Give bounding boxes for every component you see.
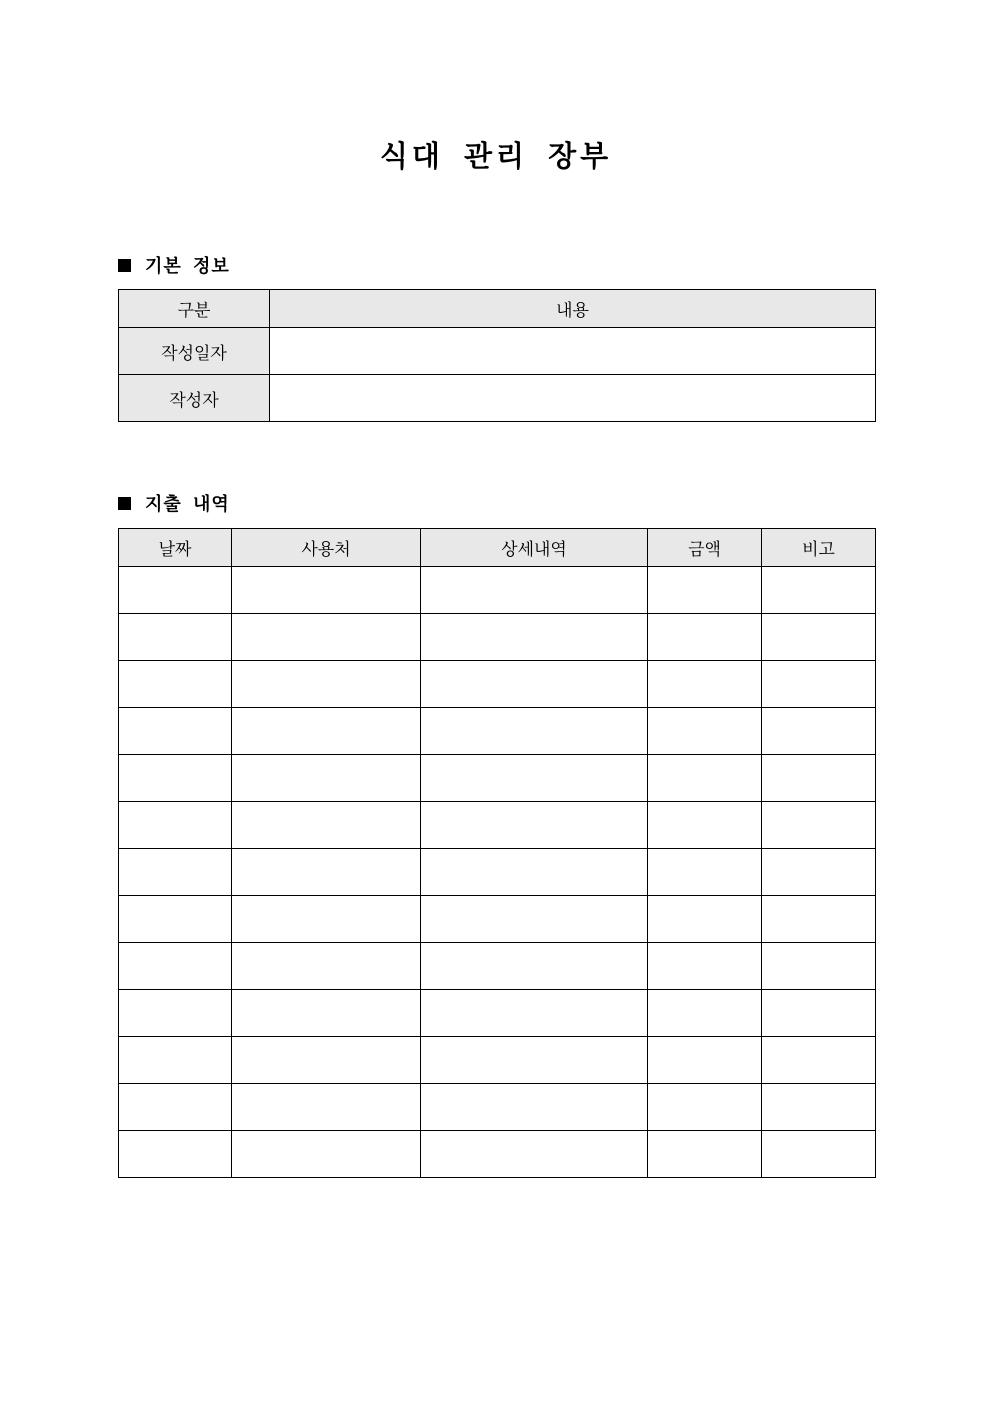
details-cell[interactable] <box>421 614 648 661</box>
date-cell[interactable] <box>119 567 232 614</box>
details-cell[interactable] <box>421 802 648 849</box>
section-heading-expenses <box>118 490 230 516</box>
note-cell[interactable] <box>762 849 876 896</box>
table-row <box>119 943 876 990</box>
date-cell[interactable] <box>119 896 232 943</box>
basic-info-table <box>118 289 876 422</box>
table-row <box>119 1084 876 1131</box>
date-cell[interactable] <box>119 849 232 896</box>
column-header-content: 내용 <box>270 290 876 328</box>
table-row <box>119 328 876 375</box>
amount-cell[interactable] <box>648 849 762 896</box>
details-cell[interactable] <box>421 708 648 755</box>
amount-cell[interactable] <box>648 896 762 943</box>
amount-cell[interactable] <box>648 1037 762 1084</box>
amount-cell[interactable] <box>648 614 762 661</box>
amount-cell[interactable] <box>648 943 762 990</box>
details-cell[interactable] <box>421 1084 648 1131</box>
amount-cell[interactable] <box>648 1131 762 1178</box>
amount-cell[interactable] <box>648 708 762 755</box>
table-row <box>119 567 876 614</box>
date-field[interactable] <box>270 328 876 375</box>
note-cell[interactable] <box>762 896 876 943</box>
date-cell[interactable] <box>119 943 232 990</box>
table-header-row <box>119 290 876 328</box>
amount-cell[interactable] <box>648 1084 762 1131</box>
place-cell[interactable] <box>232 849 421 896</box>
note-cell[interactable] <box>762 614 876 661</box>
details-cell[interactable] <box>421 567 648 614</box>
expense-table <box>118 528 876 1178</box>
table-row <box>119 1037 876 1084</box>
note-cell[interactable] <box>762 661 876 708</box>
date-cell[interactable] <box>119 708 232 755</box>
place-cell[interactable] <box>232 755 421 802</box>
table-row <box>119 849 876 896</box>
date-cell[interactable] <box>119 990 232 1037</box>
table-row <box>119 708 876 755</box>
note-cell[interactable] <box>762 1131 876 1178</box>
details-cell[interactable] <box>421 1131 648 1178</box>
row-label-date: 작성일자 <box>119 328 270 375</box>
table-row <box>119 802 876 849</box>
table-row <box>119 1131 876 1178</box>
date-cell[interactable] <box>119 661 232 708</box>
date-cell[interactable] <box>119 755 232 802</box>
note-cell[interactable] <box>762 708 876 755</box>
place-cell[interactable] <box>232 1037 421 1084</box>
table-row <box>119 614 876 661</box>
amount-cell[interactable] <box>648 802 762 849</box>
details-cell[interactable] <box>421 849 648 896</box>
table-row <box>119 661 876 708</box>
amount-cell[interactable] <box>648 755 762 802</box>
place-cell[interactable] <box>232 802 421 849</box>
note-cell[interactable] <box>762 1037 876 1084</box>
row-label-author: 작성자 <box>119 375 270 422</box>
column-header-category: 구분 <box>119 290 270 328</box>
place-cell[interactable] <box>232 1131 421 1178</box>
date-cell[interactable] <box>119 1037 232 1084</box>
place-cell[interactable] <box>232 661 421 708</box>
place-cell[interactable] <box>232 1084 421 1131</box>
amount-cell[interactable] <box>648 990 762 1037</box>
table-row <box>119 990 876 1037</box>
place-cell[interactable] <box>232 896 421 943</box>
place-cell[interactable] <box>232 614 421 661</box>
table-row <box>119 896 876 943</box>
section-heading-label: 기본 정보 <box>145 256 230 277</box>
expense-table-body <box>119 567 876 1178</box>
note-cell[interactable] <box>762 1084 876 1131</box>
date-cell[interactable] <box>119 614 232 661</box>
amount-cell[interactable] <box>648 661 762 708</box>
details-cell[interactable] <box>421 896 648 943</box>
place-cell[interactable] <box>232 990 421 1037</box>
place-cell[interactable] <box>232 567 421 614</box>
note-cell[interactable] <box>762 943 876 990</box>
page-title: 식대 관리 장부 <box>379 139 613 173</box>
place-cell[interactable] <box>232 943 421 990</box>
details-cell[interactable] <box>421 990 648 1037</box>
table-row <box>119 375 876 422</box>
section-heading-label: 지출 내역 <box>145 494 230 515</box>
table-row <box>119 755 876 802</box>
section-heading-basic-info <box>118 252 230 278</box>
details-cell[interactable] <box>421 661 648 708</box>
place-cell[interactable] <box>232 708 421 755</box>
date-cell[interactable] <box>119 802 232 849</box>
note-cell[interactable] <box>762 755 876 802</box>
square-bullet-icon <box>118 259 131 272</box>
table-header-row <box>119 529 876 567</box>
author-field[interactable] <box>270 375 876 422</box>
details-cell[interactable] <box>421 943 648 990</box>
note-cell[interactable] <box>762 567 876 614</box>
note-cell[interactable] <box>762 990 876 1037</box>
date-cell[interactable] <box>119 1131 232 1178</box>
column-header-note: 비고 <box>762 529 876 567</box>
note-cell[interactable] <box>762 802 876 849</box>
column-header-place: 사용처 <box>232 529 421 567</box>
column-header-details: 상세내역 <box>421 529 648 567</box>
details-cell[interactable] <box>421 755 648 802</box>
amount-cell[interactable] <box>648 567 762 614</box>
column-header-date: 날짜 <box>119 529 232 567</box>
square-bullet-icon <box>118 497 131 510</box>
column-header-amount: 금액 <box>648 529 762 567</box>
details-cell[interactable] <box>421 1037 648 1084</box>
date-cell[interactable] <box>119 1084 232 1131</box>
